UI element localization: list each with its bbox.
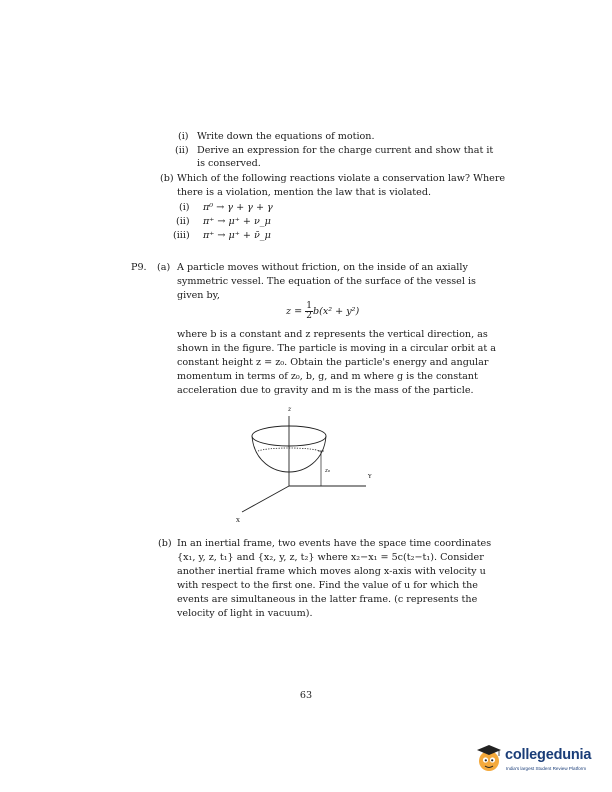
question-text: where b is a constant and z represents the vertical direction, as [177,329,488,340]
part-label: (a) [157,262,171,273]
question-text: shown in the figure. The particle is moving in a circular orbit at a [177,343,496,354]
question-text: events are simultaneous in the latter frame. (c represents the [177,594,478,605]
item-label: (i) [178,131,189,142]
collegedunia-logo [474,742,600,776]
brand-tagline: India's largest Student Review Platform [506,766,587,771]
item-label: (ii) [175,145,189,156]
x-axis [242,486,289,512]
reaction-equation: π⁺ → μ⁺ + ν̄_μ [203,230,271,241]
y-axis-label: Y [368,474,372,480]
question-text: acceleration due to gravity and m is the mass of the particle. [177,385,474,396]
page-number: 63 [299,690,313,701]
reaction-label: (iii) [173,230,190,241]
fraction-denominator: 2 [306,311,312,321]
question-text: another inertial frame which moves along x-axis with velocity u [177,566,486,577]
question-text: A particle moves without friction, on the inside of an axially [177,262,468,273]
question-text: given by, [177,290,220,301]
z-axis-label: z [288,406,292,413]
question-text: Derive an expression for the charge current and show that it [197,145,494,156]
problem-number: P9. [131,262,147,273]
question-text: In an inertial frame, two events have the space time coordinates [177,538,492,549]
reaction-equation: π⁺ → μ⁺ + ν_μ [203,216,271,227]
equation-lhs: z = [286,306,303,317]
question-text: Which of the following reactions violate a conservation law? Where [177,173,506,184]
question-text: symmetric vessel. The equation of the surface of the vessel is [177,276,476,287]
question-text: is conserved. [197,158,261,169]
question-text: constant height z = z₀. Obtain the particle's energy and angular [177,357,489,368]
reaction-label: (i) [179,202,190,213]
equation-rhs: b(x² + y²) [312,306,360,317]
reaction-equation: π⁰ → γ + γ + γ [203,202,273,213]
reaction-label: (ii) [176,216,190,227]
brand-name: collegedunia [505,747,592,763]
question-text: with respect to the first one. Find the value of u for which the [177,580,478,591]
question-text: Write down the equations of motion. [197,131,375,142]
fraction-numerator: 1 [306,301,312,311]
part-label: (b) [158,538,172,549]
height-label: z₀ [325,468,331,474]
surface-equation [286,302,359,321]
question-text: momentum in terms of z₀, b, g, and m where g is the constant [177,371,478,382]
question-text: {x₁, y, z, t₁} and {x₂, y, z, t₂} where x₂−x₁ = 5c(t₂−t₁). Consider [177,552,484,563]
question-text: there is a violation, mention the law that is violated. [177,187,432,198]
x-axis-label: X [236,518,240,524]
question-text: velocity of light in vacuum). [177,608,313,619]
mascot-icon [474,742,504,774]
part-label: (b) [160,173,174,184]
vessel-figure [220,400,400,530]
equation-fraction [305,302,313,321]
